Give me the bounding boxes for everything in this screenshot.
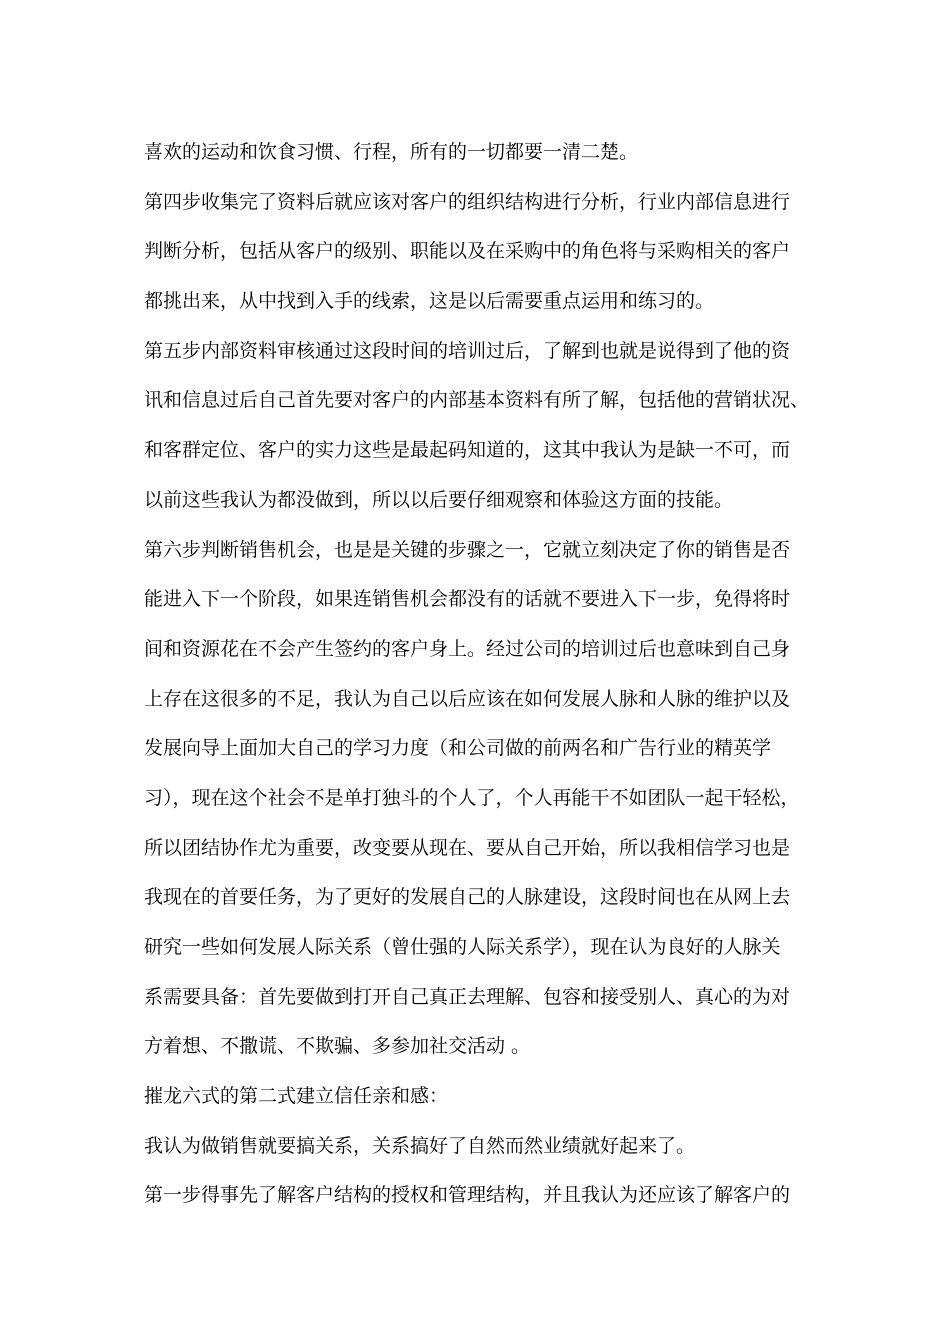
text-line: 我认为做销售就要搞关系，关系搞好了自然而然业绩就好起来了。 [144,1134,696,1157]
text-line: 和客群定位、客户的实力这些是最起码知道的，这其中我认为是缺一不可，而 [144,439,791,462]
text-line: 研究一些如何发展人际关系（曾仕强的人际关系学），现在认为良好的人脉关 [144,936,781,958]
text-line: 摧龙六式的第二式建立信任亲和感： [144,1085,449,1108]
text-line: 上存在这很多的不足，我认为自己以后应该在如何发展人脉和人脉的维护以及 [144,687,791,710]
text-line: 讯和信息过后自己首先要对客户的内部基本资料有所了解，包括他的营销状况、 [144,389,810,412]
text-line: 发展向导上面加大自己的学习力度（和公司做的前两名和广告行业的精英学 [144,737,772,760]
text-line: 所以团结协作尤为重要，改变要从现在、要从自己开始，所以我相信学习也是 [144,836,791,859]
text-line: 判断分析，包括从客户的级别、职能以及在采购中的角色将与采购相关的客户 [144,240,791,263]
text-line: 第一步得事先了解客户结构的授权和管理结构，并且我认为还应该了解客户的 [144,1184,791,1207]
text-line: 能进入下一个阶段，如果连销售机会都没有的话就不要进入下一步，免得将时 [144,588,791,611]
body-text [144,132,814,1225]
text-line: 喜欢的运动和饮食习惯、行程，所有的一切都要一清二楚。 [144,141,639,163]
text-line: 我现在的首要任务，为了更好的发展自己的人脉建设，这段时间也在从网上去 [144,886,791,909]
text-line: 都挑出来，从中找到入手的线索，这是以后需要重点运用和练习的。 [144,290,715,313]
text-line: 方着想、不撒谎、不欺骗、多参加社交活动 。 [144,1035,531,1058]
text-line: 系需要具备：首先要做到打开自己真正去理解、包容和接受别人、真心的为对 [144,985,791,1008]
text-line: 第六步判断销售机会，也是是关键的步骤之一，它就立刻决定了你的销售是否 [144,538,791,561]
text-line: 间和资源花在不会产生签约的客户身上。经过公司的培训过后也意味到自己身 [144,637,791,660]
text-line: 以前这些我认为都没做到，所以以后要仔细观察和体验这方面的技能。 [144,488,734,511]
text-line: 习），现在这个社会不是单打独斗的个人了，个人再能干不如团队一起干轻松， [144,786,800,809]
text-line: 第五步内部资料审核通过这段时间的培训过后，了解到也就是说得到了他的资 [144,339,791,362]
text-line: 第四步收集完了资料后就应该对客户的组织结构进行分析，行业内部信息进行 [144,190,791,213]
